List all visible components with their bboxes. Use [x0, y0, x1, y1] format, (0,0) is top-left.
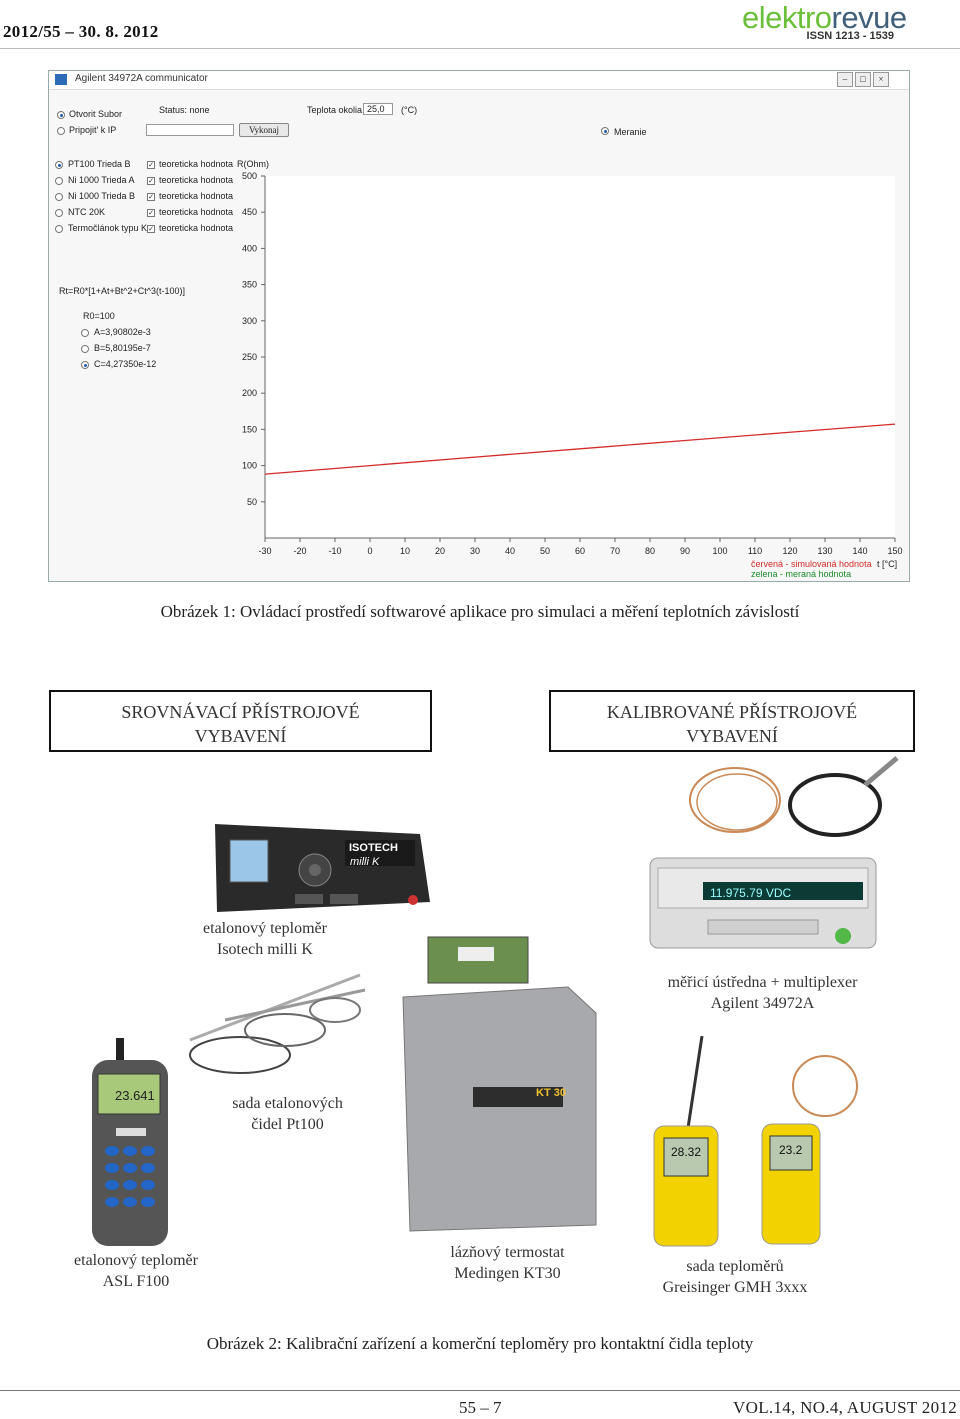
open-file-label: Otvorit Subor [69, 109, 123, 119]
y-tick-label: 300 [241, 315, 257, 326]
page-number: 55 – 7 [459, 1398, 502, 1417]
theoretical-label: teoreticka hodnota [159, 223, 234, 233]
greisinger-thermometers-image [650, 1036, 870, 1251]
theoretical-label: teoreticka hodnota [159, 191, 234, 201]
gmh-display-1: 28.32 [671, 1145, 702, 1159]
coef-c-radio[interactable] [81, 361, 89, 369]
theoretical-checkbox[interactable]: ✓ [148, 161, 154, 169]
comparison-equipment-box [49, 690, 432, 752]
asl-label [48, 1250, 224, 1292]
x-tick-label: -30 [258, 546, 272, 556]
theoretical-label: teoreticka hodnota [159, 207, 234, 217]
connect-ip-radio[interactable] [57, 127, 65, 135]
sensor-radio[interactable] [55, 209, 63, 217]
x-tick-label: 110 [747, 546, 763, 556]
agilent-label-line2: Agilent 34972A [710, 995, 815, 1012]
logo-part1: elektro [742, 0, 832, 35]
x-tick-label: -10 [328, 546, 342, 556]
footer-rule [0, 1390, 960, 1391]
greisinger-label-line1: sada teploměrů [686, 1258, 784, 1275]
isotech-label [150, 918, 380, 960]
y-tick-label: 200 [241, 388, 257, 399]
logo-part2: revue [831, 0, 907, 35]
agilent-label [630, 972, 895, 1014]
x-tick-label: 120 [782, 546, 798, 556]
figure1-caption: Obrázek 1: Ovládací prostředí softwarové aplikace pro simulaci a měření teplotních závislostí [160, 602, 800, 621]
close-icon[interactable]: × [873, 72, 889, 87]
box-right-line1: KALIBROVANÉ PŘÍSTROJOVÉ [606, 702, 858, 722]
agilent-display: 11.975.79 VDC [710, 886, 792, 900]
theoretical-checkbox[interactable]: ✓ [148, 209, 154, 217]
x-tick-label: 100 [712, 546, 728, 556]
measure-label: Meranie [614, 127, 647, 137]
x-tick-label: 40 [504, 546, 516, 556]
gmh-display-2: 23.2 [779, 1143, 803, 1157]
calibrated-equipment-box [549, 690, 915, 752]
window-title: Agilent 34972A communicator [75, 73, 208, 84]
coef-r0: R0=100 [83, 311, 115, 321]
y-tick-label: 450 [241, 207, 257, 218]
coef-a-radio[interactable] [81, 329, 89, 337]
thermocouple-cables-image [675, 755, 905, 855]
asl-label-line2: ASL F100 [102, 1273, 170, 1290]
volume-info: VOL.14, NO.4, AUGUST 2012 [733, 1398, 957, 1417]
y-tick-label: 500 [241, 171, 257, 181]
sensor-label: NTC 20K [68, 207, 106, 217]
issue-date: 2012/55 – 30. 8. 2012 [3, 22, 159, 41]
x-tick-label: -20 [293, 546, 307, 556]
x-tick-label: 50 [539, 546, 551, 556]
legend-green: zelena - meraná hodnota [751, 569, 852, 579]
asl-label-line1: etalonový teploměr [74, 1252, 198, 1269]
x-tick-label: 140 [852, 546, 868, 556]
connect-ip-label: Pripojit' k IP [69, 125, 117, 135]
minimize-icon[interactable]: – [837, 72, 853, 87]
asl-f100-image [88, 1036, 174, 1248]
x-tick-label: 10 [399, 546, 411, 556]
coef-a: A=3,90802e-3 [94, 327, 151, 337]
elektrorevue-logo [742, 0, 958, 44]
isotech-label-line1: etalonový teploměr [203, 920, 327, 937]
maximize-icon[interactable]: □ [855, 72, 871, 87]
box-left-line2: VYBAVENÍ [194, 726, 287, 746]
pt100-label-line2: čidel Pt100 [251, 1116, 324, 1133]
sensor-radio[interactable] [55, 225, 63, 233]
legend-red: červená - simulovaná hodnota [751, 559, 872, 569]
app-icon [55, 74, 67, 85]
isotech-device-image [205, 812, 435, 922]
measure-radio[interactable] [601, 127, 609, 135]
pt100-label-line1: sada etalonových [232, 1095, 343, 1112]
agilent-device-image [648, 848, 880, 960]
window-titlebar [49, 71, 909, 90]
sensor-radio[interactable] [55, 177, 63, 185]
ambient-unit: (°C) [401, 105, 418, 115]
box-right-line2: VYBAVENÍ [686, 726, 778, 746]
x-tick-label: 20 [434, 546, 446, 556]
x-tick-label: 60 [574, 546, 586, 556]
theoretical-checkbox[interactable]: ✓ [148, 193, 154, 201]
sensor-label: Termočlánok typu K [68, 223, 148, 233]
formula: Rt=R0*[1+At+Bt^2+Ct^3(t-100)] [59, 286, 186, 296]
kt30-label-line1: lázňový termostat [450, 1244, 565, 1261]
x-axis-label: t [°C] [877, 559, 898, 569]
pt100-probes-image [185, 970, 370, 1080]
coef-b: B=5,80195e-7 [94, 343, 151, 353]
x-tick-label: 70 [609, 546, 621, 556]
sensor-radio[interactable] [55, 161, 63, 169]
kt30-brand: KT 30 [536, 1087, 566, 1099]
theoretical-checkbox[interactable]: ✓ [148, 177, 154, 185]
y-tick-label: 100 [241, 460, 257, 471]
pt100-label [190, 1093, 385, 1135]
greisinger-label-line2: Greisinger GMH 3xxx [662, 1279, 808, 1296]
theoretical-label: teoreticka hodnota [159, 159, 234, 169]
y-tick-label: 400 [241, 243, 257, 254]
x-tick-label: 30 [469, 546, 481, 556]
y-tick-label: 50 [246, 496, 257, 507]
x-tick-label: 150 [887, 546, 903, 556]
perform-button[interactable]: Vykonaj [239, 123, 289, 137]
x-tick-label: 80 [644, 546, 656, 556]
greisinger-label [630, 1256, 840, 1298]
coef-c: C=4,27350e-12 [94, 359, 157, 369]
asl-display: 23.641 [115, 1088, 155, 1103]
kt30-label [410, 1242, 605, 1284]
sensor-label: PT100 Trieda B [68, 159, 131, 169]
isotech-label-line2: Isotech milli K [217, 941, 313, 958]
issn: ISSN 1213 - 1539 [806, 30, 894, 42]
ambient-label: Teplota okolia [307, 105, 363, 115]
y-tick-label: 150 [241, 424, 257, 435]
x-tick-label: 0 [367, 546, 373, 556]
agilent-label-line1: měřicí ústředna + multiplexer [667, 974, 858, 991]
y-tick-label: 250 [241, 352, 257, 362]
resistance-chart [229, 171, 909, 556]
ip-input[interactable] [146, 124, 234, 136]
sensor-label: Ni 1000 Trieda B [68, 191, 136, 201]
isotech-brand: ISOTECH [349, 842, 398, 854]
header-rule [0, 48, 960, 49]
status-text: Status: none [159, 105, 210, 115]
ambient-input[interactable]: 25,0 [363, 103, 393, 115]
figure2-caption: Obrázek 2: Kalibrační zařízení a komerční teploměry pro kontaktní čidla teploty [206, 1334, 754, 1353]
sensor-radio[interactable] [55, 193, 63, 201]
theoretical-checkbox[interactable]: ✓ [148, 225, 154, 233]
y-axis-label: R(Ohm) [237, 159, 269, 169]
theoretical-label: teoreticka hodnota [159, 175, 234, 185]
coef-b-radio[interactable] [81, 345, 89, 353]
box-left-line1: SROVNÁVACÍ PŘÍSTROJOVÉ [121, 702, 360, 722]
app-window-screenshot [48, 70, 910, 582]
sensor-label: Ni 1000 Trieda A [68, 175, 135, 185]
y-tick-label: 350 [241, 279, 257, 290]
kt30-label-line2: Medingen KT30 [454, 1265, 561, 1282]
isotech-model: milli K [350, 856, 380, 868]
open-file-radio[interactable] [57, 111, 65, 119]
kt30-bath-image [398, 935, 598, 1235]
x-tick-label: 90 [679, 546, 691, 556]
x-tick-label: 130 [817, 546, 833, 556]
plot-area [265, 176, 895, 538]
